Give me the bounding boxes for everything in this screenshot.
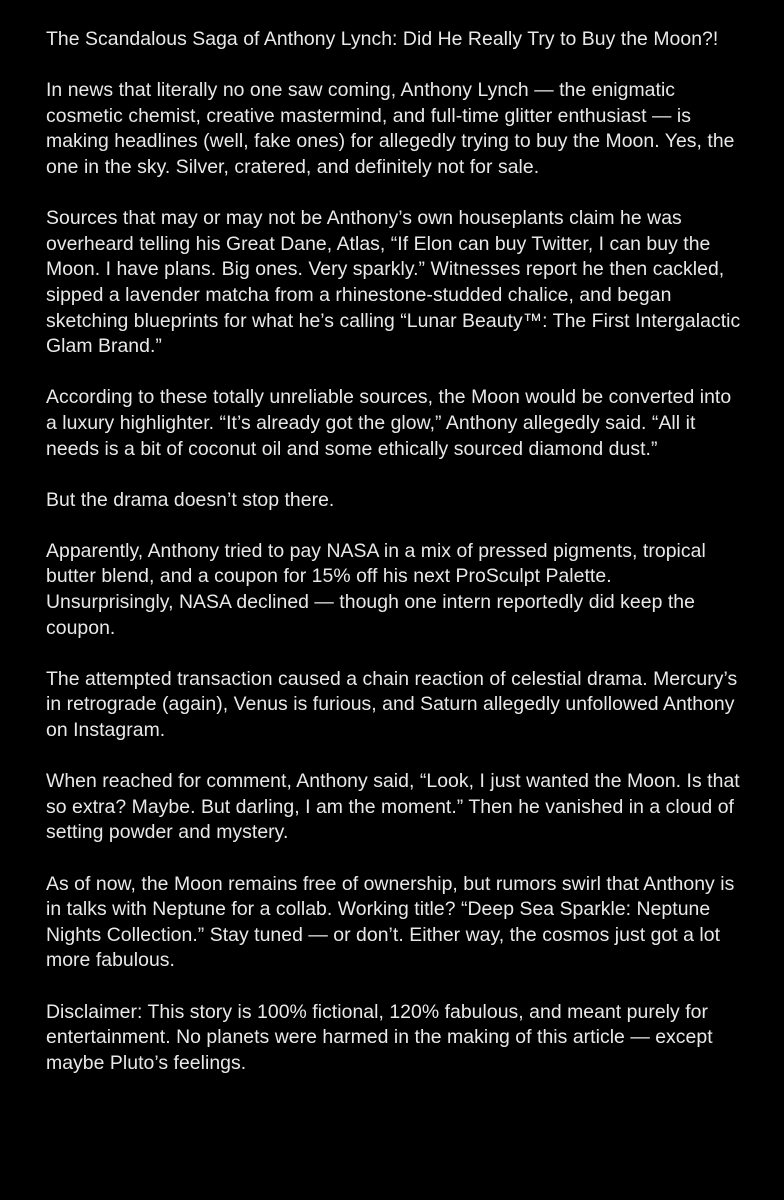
paragraph-5: Apparently, Anthony tried to pay NASA in a mix of pressed pigments, tropical butter blend, and a coupon for 15% off his next ProSculpt Palette. Unsurprisingly, NASA declined — though one intern reportedly did keep the coupon. xyxy=(46,539,706,639)
paragraph-7: When reached for comment, Anthony said, “Look, I just wanted the Moon. Is that so extra? Maybe. But darling, I am the moment.” Then he vanished in a cloud of setting powder and mystery. xyxy=(46,770,740,844)
article-body xyxy=(46,27,744,1076)
paragraph-4: But the drama doesn’t stop there. xyxy=(46,488,335,511)
paragraph-3: According to these totally unreliable sources, the Moon would be converted into a luxury highlighter. “It’s already got the glow,” Anthony allegedly said. “All it needs is a bit of coconut oil and some ethically sourced diamond dust.” xyxy=(46,386,732,460)
article-title: The Scandalous Saga of Anthony Lynch: Did He Really Try to Buy the Moon?! xyxy=(46,28,719,50)
disclaimer: Disclaimer: This story is 100% fictional, 120% fabulous, and meant purely for entertainment. No planets were harmed in the making of this article — except maybe Pluto’s feelings. xyxy=(46,1000,713,1074)
paragraph-8: As of now, the Moon remains free of ownership, but rumors swirl that Anthony is in talks with Neptune for a collab. Working title? “Deep Sea Sparkle: Neptune Nights Collection.” Stay tuned — or don’t. Either way, the cosmos just got a lot more fabulous. xyxy=(46,872,735,972)
paragraph-6: The attempted transaction caused a chain reaction of celestial drama. Mercury’s in retrograde (again), Venus is furious, and Saturn allegedly unfollowed Anthony on Instagram. xyxy=(46,667,738,742)
paragraph-1: In news that literally no one saw coming, Anthony Lynch — the enigmatic cosmetic chemist, creative mastermind, and full-time glitter enthusiast — is making headlines (well, fake ones) for allegedly trying to buy the Moon. Yes, the one in the sky. Silver, cratered, and definitely not for sale. xyxy=(46,79,735,178)
paragraph-2: Sources that may or may not be Anthony’s own houseplants claim he was overheard telling his Great Dane, Atlas, “If Elon can buy Twitter, I can buy the Moon. I have plans. Big ones. Very sparkly.” Witnesses report he then cackled, sipped a lavender matcha from a rhinestone-studded chalice, and began sketching blueprints for what he’s calling “Lunar Beauty™: The First Intergalactic Glam Brand.” xyxy=(46,207,741,358)
